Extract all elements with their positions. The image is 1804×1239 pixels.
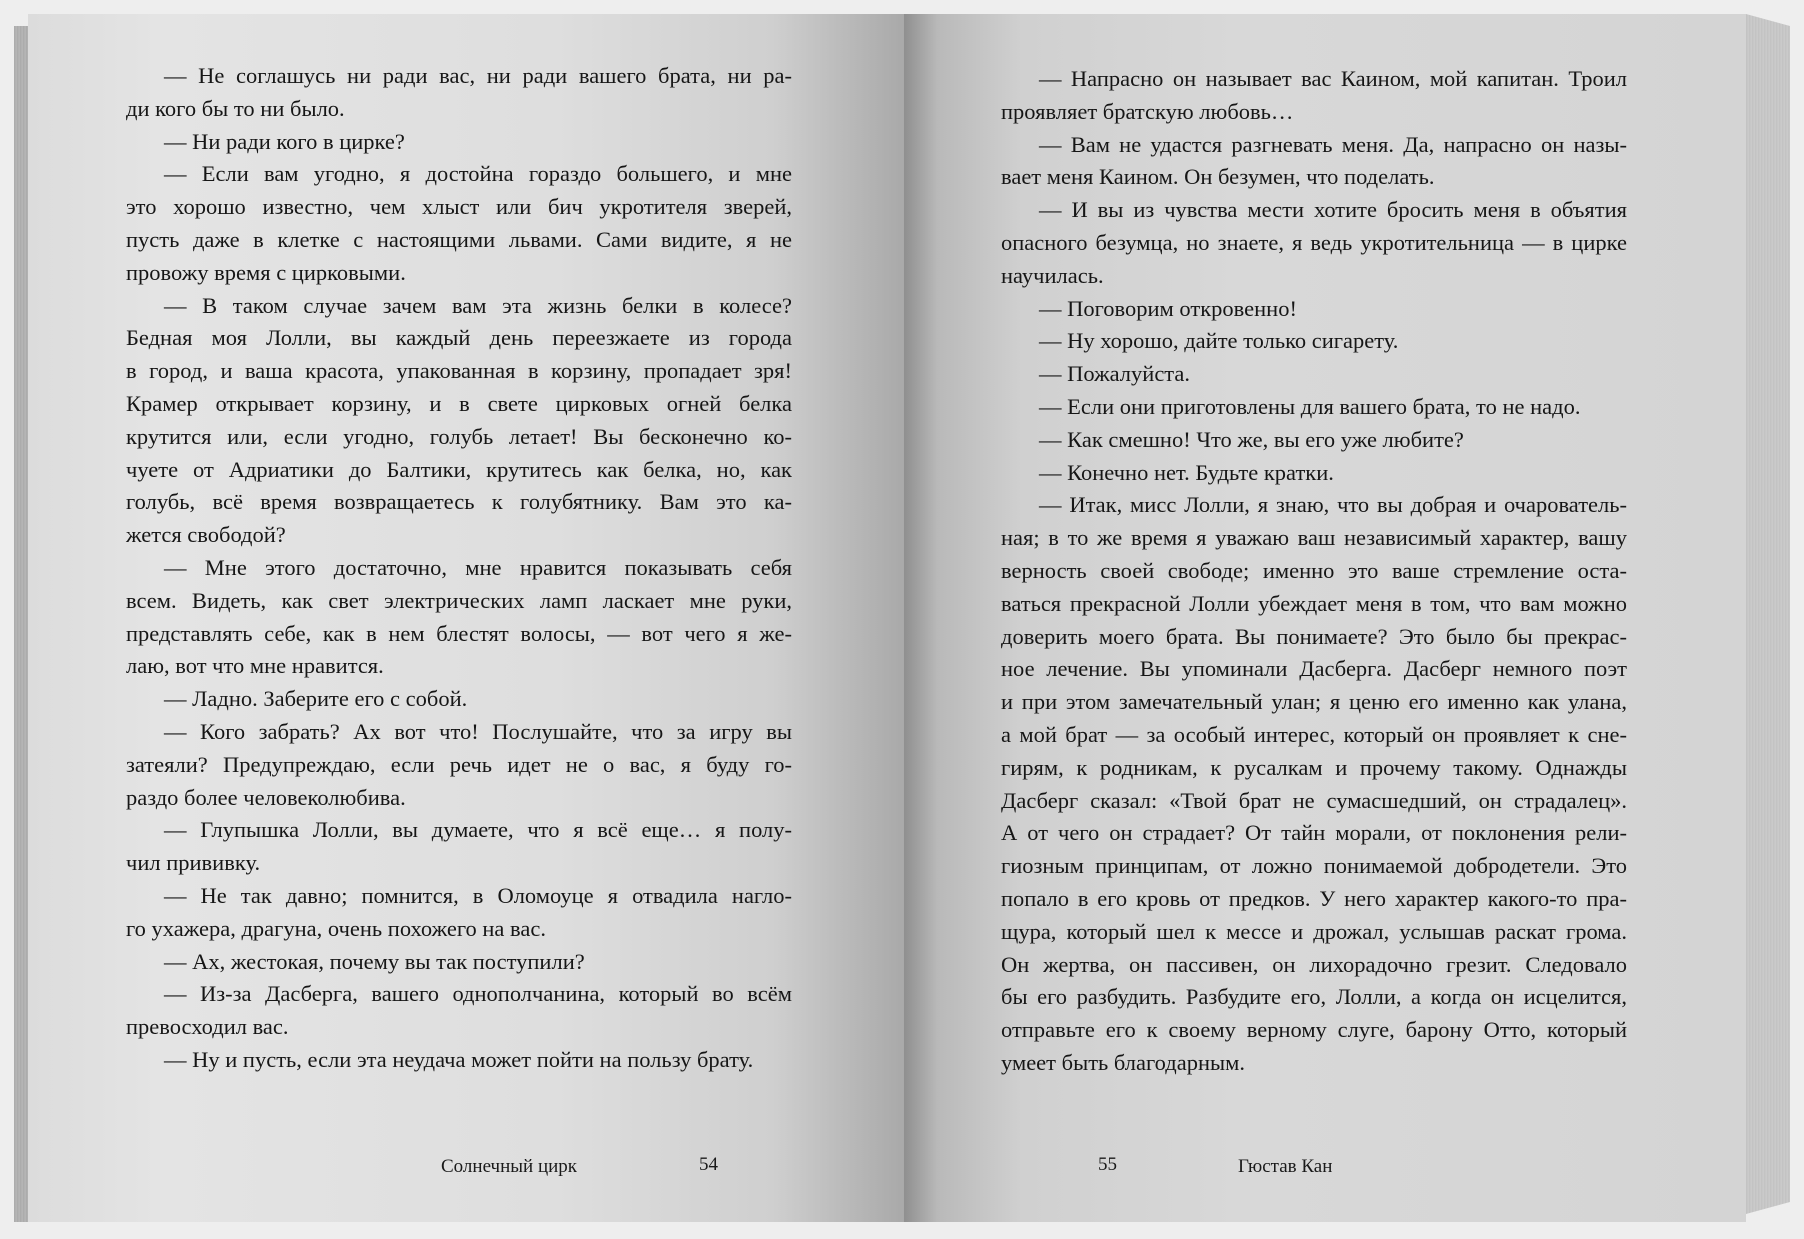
text-line: — Ну хорошо, дайте только сигарету. [1039, 328, 1399, 354]
text-line: — И вы из чувства мести хотите бросить меня в объятия [1039, 197, 1627, 223]
text-line: — Вам не удастся разгневать меня. Да, напрасно он назы- [1039, 131, 1627, 157]
text-line: — Пожалуйста. [1039, 361, 1191, 387]
open-book [14, 14, 1790, 1226]
text-line: затеяли? Предупреждаю, если речь идет не о вас, я буду го- [126, 751, 792, 777]
text-line: — Если вам угодно, я достойна гораздо большего, и мне [164, 161, 792, 187]
text-line: — Мне этого достаточно, мне нравится показывать себя [164, 554, 792, 580]
text-line: ди кого бы то ни было. [126, 95, 345, 121]
right-page-text [1001, 63, 1627, 1080]
text-line: — Кого забрать? Ах вот что! Послушайте, что за игру вы [164, 718, 792, 744]
left-page [28, 14, 904, 1222]
text-line: — Если они приготовлены для вашего брата, то не надо. [1039, 393, 1581, 419]
text-line: раздо более человеколюбива. [126, 784, 406, 810]
text-line: го ухажера, драгуна, очень похожего на вас. [126, 915, 546, 941]
text-line: — Не соглашусь ни ради вас, ни ради вашего брата, ни ра- [164, 63, 792, 88]
text-line: вает меня Каином. Он безумен, что поделать. [1001, 164, 1435, 190]
text-line: опасного безумца, но знаете, я ведь укротительница — в цирке [1001, 229, 1627, 255]
text-line: Бедная моя Лолли, вы каждый день переезжаете из города [126, 325, 792, 351]
text-line: — Поговорим откровенно! [1039, 295, 1297, 321]
text-line: верность своей свободе; именно это ваше стремление оста- [1001, 557, 1627, 583]
text-line: — Напрасно он называет вас Каином, мой капитан. Троил [1039, 66, 1627, 91]
text-line: гирям, к родникам, к русалкам и прочему такому. Однажды [1001, 754, 1627, 780]
text-line: это хорошо известно, чем хлыст или бич укротителя зверей, [126, 194, 792, 220]
text-line: — В таком случае зачем вам эта жизнь белки в колесе? [164, 292, 792, 318]
text-line: ное лечение. Вы упоминали Дасберга. Дасберг немного поэт [1001, 656, 1627, 682]
text-line: — Не так давно; помнится, в Оломоуце я отвадила нагло- [164, 882, 792, 908]
text-line: превосходил вас. [126, 1014, 289, 1040]
running-footer-title: Гюстав Кан [1238, 1156, 1333, 1177]
text-line: отправьте его к своему верному слуге, барону Отто, который [1001, 1017, 1627, 1043]
text-line: — Итак, мисс Лолли, я знаю, что вы добрая и очарователь- [1039, 492, 1627, 518]
text-line: попало в его кровь от предков. У него характер какого-то пра- [1001, 885, 1627, 911]
text-line: лаю, вот что мне нравится. [126, 653, 384, 679]
text-line: жется свободой? [126, 522, 286, 548]
text-line: чил прививку. [126, 850, 261, 876]
text-line: и при этом замечательный улан; я ценю его именно как улана, [1001, 689, 1627, 715]
text-line: — Из-за Дасберга, вашего однополчанина, который во всём [164, 981, 792, 1007]
text-line: в город, и ваша красота, упакованная в корзину, пропадает зря! [126, 358, 792, 384]
text-line: чуете от Адриатики до Балтики, крутитесь как белка, но, как [126, 456, 792, 482]
text-line: — Ни ради кого в цирке? [164, 128, 405, 154]
text-line: — Ну и пусть, если эта неудача может пойти на пользу брату. [164, 1046, 754, 1072]
text-line: гиозным принципам, от ложно понимаемой добродетели. Это [1001, 853, 1627, 879]
text-line: представлять себе, как в нем блестят волосы, — вот чего я же- [126, 620, 792, 646]
text-line: проявляет братскую любовь… [1001, 98, 1294, 124]
running-footer-title: Солнечный цирк [441, 1156, 578, 1177]
text-line: ваться прекрасной Лолли убеждает меня в том, что вам можно [1001, 590, 1627, 616]
text-line: Дасберг сказал: «Твой брат не сумасшедший, он страдалец». [1001, 787, 1627, 813]
text-line: Крамер открывает корзину, и в свете цирковых огней белка [126, 390, 792, 416]
text-line: крутится или, если угодно, голубь летает! Вы бесконечно ко- [126, 423, 792, 449]
text-line: щура, который шел к мессе и дрожал, услышав раскат грома. [1001, 918, 1627, 944]
text-line: — Как смешно! Что же, вы его уже любите? [1039, 426, 1464, 452]
text-line: ная; в то же время я уважаю ваш независимый характер, вашу [1001, 525, 1627, 551]
page-number: 54 [699, 1154, 718, 1175]
text-line: — Ладно. Заберите его с собой. [164, 686, 468, 712]
text-line: умеет быть благодарным. [1001, 1049, 1245, 1075]
text-line: — Глупышка Лолли, вы думаете, что я всё еще… я полу- [164, 817, 792, 843]
text-line: пусть даже в клетке с настоящими львами. Сами видите, я не [126, 226, 792, 252]
text-line: всем. Видеть, как свет электрических ламп ласкает мне руки, [126, 587, 792, 613]
right-page-edges [1746, 14, 1790, 1214]
text-line: голубь, всё время возвращаетесь к голубятнику. Вам это ка- [126, 489, 792, 515]
text-line: бы его разбудить. Разбудите его, Лолли, а когда он исцелится, [1001, 984, 1627, 1010]
text-line: научилась. [1001, 262, 1104, 288]
text-line: А от чего он страдает? От тайн морали, от поклонения рели- [1001, 820, 1627, 846]
text-line: провожу время с цирковыми. [126, 259, 406, 285]
right-page [904, 14, 1746, 1222]
text-line: Он жертва, он пассивен, он лихорадочно грезит. Следовало [1001, 951, 1627, 977]
page-number: 55 [1098, 1154, 1117, 1175]
text-line: доверить моего брата. Вы понимаете? Это было бы прекрас- [1001, 623, 1627, 649]
text-line: — Ах, жестокая, почему вы так поступили? [164, 948, 585, 974]
text-line: — Конечно нет. Будьте кратки. [1039, 459, 1334, 485]
text-line: а мой брат — за особый интерес, который он проявляет к сне- [1001, 721, 1627, 747]
left-page-text [126, 60, 792, 1077]
